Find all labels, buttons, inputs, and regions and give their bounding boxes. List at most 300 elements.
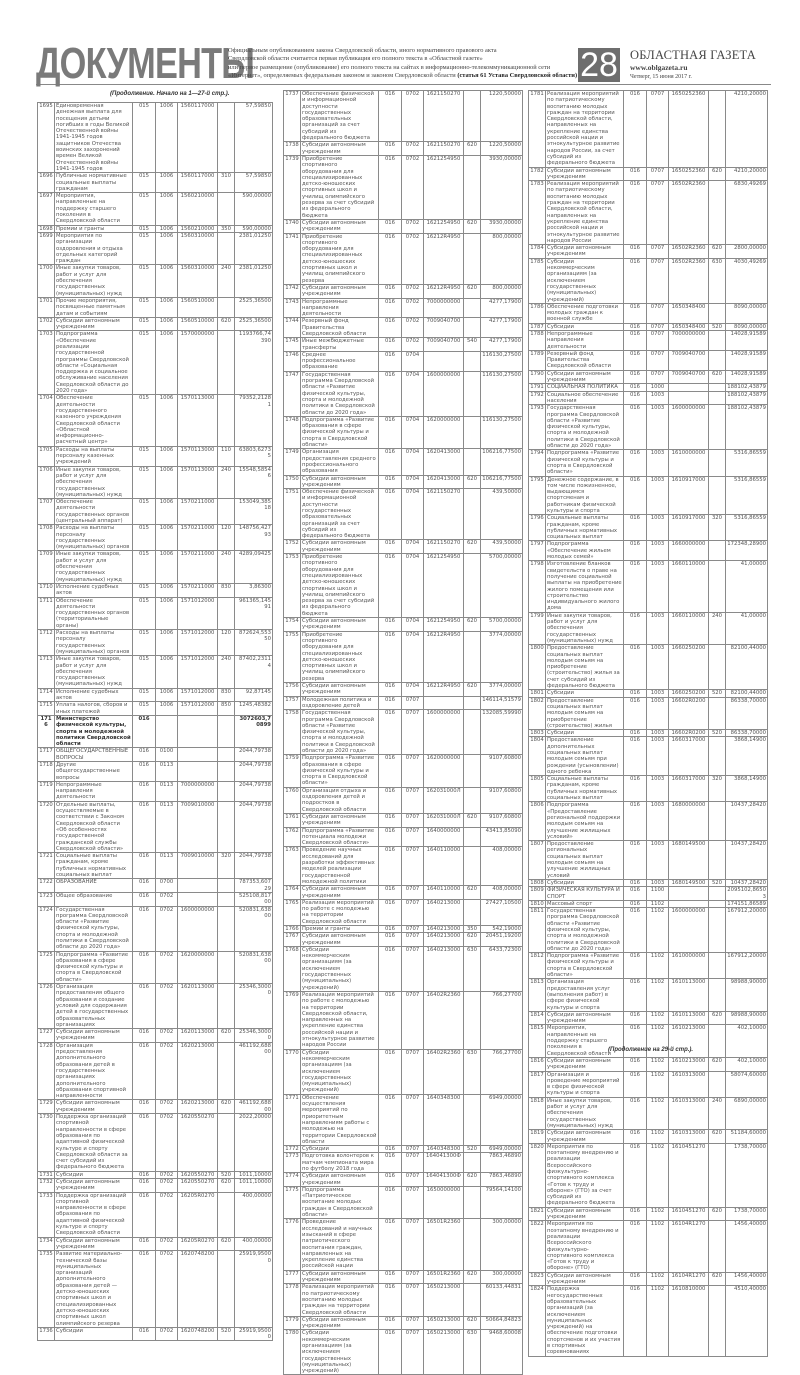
expense-type-code [464, 233, 481, 284]
section-code: 0113 [156, 853, 178, 879]
row-number: 1762 [284, 827, 301, 847]
ministry-code: 015 [133, 499, 156, 525]
section-code: 1102 [647, 1025, 669, 1057]
expense-type-code: 620 [709, 167, 726, 181]
row-number: 1769 [284, 991, 301, 1049]
expense-type-code: 240 [218, 551, 235, 583]
amount: 60133,44831 [481, 1284, 523, 1316]
row-name: Подпрограмма «Патриотическое воспитание молодых граждан в Свердловской области» [301, 1186, 379, 1218]
row-number: 1814 [529, 1011, 546, 1025]
expense-type-code [218, 331, 235, 395]
legal-line: Официальным опубликованием закона Свердловской области, иного нормативного правового акта [228, 47, 497, 54]
amount: 4277,17900 [481, 298, 523, 318]
table-row [284, 338, 523, 352]
table-row [38, 232, 273, 264]
section-code: 0702 [156, 892, 178, 906]
expense-type-code [709, 391, 726, 405]
ministry-code: 016 [379, 1173, 402, 1187]
amount: 3774,00000 [481, 683, 523, 697]
amount: 872624,55350 [235, 630, 273, 656]
section-code: 1003 [647, 541, 669, 561]
row-number: 1709 [38, 551, 55, 583]
amount: 9107,60800 [481, 787, 523, 813]
row-number: 1697 [38, 193, 55, 225]
amount: 50664,84823 [481, 1316, 523, 1330]
row-number: 1754 [284, 618, 301, 632]
table-row [38, 265, 273, 297]
expense-type-code [709, 303, 726, 323]
table-row [284, 371, 523, 416]
amount: 174151,86589 [727, 900, 766, 907]
ministry-code: 015 [133, 702, 156, 716]
expense-type-code [218, 597, 235, 629]
row-number: 1812 [529, 953, 546, 979]
table-row [284, 318, 523, 338]
table-row [529, 1011, 768, 1025]
row-number: 1712 [38, 630, 55, 656]
section-code: 1102 [647, 1130, 669, 1144]
amount: 6830,49269 [726, 181, 768, 245]
target-code: 1610113000 [669, 979, 709, 1011]
row-name: Субсидии автономным учреждениям [301, 540, 379, 554]
table-row [38, 951, 273, 983]
ministry-code: 016 [624, 879, 647, 886]
ministry-code: 016 [624, 1057, 647, 1071]
amount: 402,10000 [726, 1057, 768, 1071]
expense-type-code [709, 1025, 726, 1057]
row-name: Субсидии автономным учреждениям [546, 370, 624, 384]
row-number: 1700 [38, 265, 55, 297]
table-row [284, 1173, 523, 1187]
row-number: 1719 [38, 781, 55, 801]
table-row [529, 1130, 768, 1144]
expense-type-code [218, 801, 235, 852]
row-number: 1729 [38, 1100, 55, 1114]
newspaper-info [630, 48, 756, 82]
ministry-code: 015 [133, 173, 156, 193]
target-code: 1610213000 [669, 1025, 709, 1057]
row-name: Субсидии автономным учреждениям [55, 1178, 133, 1192]
row-name: Подпрограмма «Обеспечение реализации государственной программы Свердловской области «Социальная поддержка и социальное обслуживание населения Свердловской области до 2020 года» [55, 331, 133, 395]
row-name: Молодежная политика и оздоровление детей [301, 696, 379, 710]
target-code: 1660250200 [669, 690, 709, 697]
expense-type-code: 350 [464, 926, 481, 933]
ministry-code: 015 [133, 331, 156, 395]
row-number: 1695 [38, 103, 55, 173]
section-code: 1006 [156, 597, 178, 629]
section-code: 0702 [156, 1192, 178, 1237]
section-code: 1003 [647, 802, 669, 841]
ministry-code: 016 [379, 696, 402, 710]
table-row [38, 906, 273, 951]
amount: 520831,63800 [235, 951, 273, 983]
target-code: 1571012000 [178, 656, 218, 688]
row-number: 1711 [38, 597, 55, 629]
target-code: 1650213000 [424, 1284, 464, 1316]
expense-type-code [709, 908, 726, 953]
target-code: 1610451270 [669, 1143, 709, 1207]
row-name: Отдельные выплаты, осуществляемые в соответствии с Законом Свердловской области «Об особенностях государственной гражданской службы Свердловской области» [55, 801, 133, 852]
target-code: 1621150270 [424, 91, 464, 142]
website-link[interactable]: www.oblgazeta.ru [630, 63, 688, 72]
table-row [529, 802, 768, 841]
expense-type-code [709, 841, 726, 880]
section-code: 1100 [647, 887, 669, 901]
table-row [529, 515, 768, 541]
expense-type-code [464, 91, 481, 142]
amount: 3774,00000 [481, 631, 523, 682]
ministry-code: 016 [379, 618, 402, 632]
issue-date: Четверг, 15 июня 2017 г. [630, 74, 692, 80]
table-row [38, 1029, 273, 1043]
row-name: Непрограммные направления деятельности [301, 298, 379, 318]
row-name: Среднее профессиональное образование [301, 351, 379, 371]
target-code: 1560510000 [178, 297, 218, 317]
row-number: 1801 [530, 690, 544, 697]
table-row [284, 827, 523, 847]
expense-type-code: 520 [709, 879, 726, 886]
table-row [529, 1097, 768, 1129]
section-code: 0704 [402, 416, 424, 448]
table-row [284, 1153, 523, 1173]
amount: 7863,46890 [481, 1153, 523, 1173]
row-name: Субсидии некоммерческим организациям (за исключением государственных (муниципальных) учреждений) [301, 946, 379, 991]
expense-type-code: 620 [709, 1207, 726, 1221]
table-row [284, 475, 523, 489]
amount: 116130,27500 [481, 351, 523, 371]
row-number: 1765 [284, 899, 301, 925]
ministry-code: 016 [379, 1186, 402, 1218]
table-row [529, 370, 768, 384]
row-number: 1778 [284, 1284, 301, 1316]
table-row [38, 1237, 273, 1251]
section-code: 1006 [156, 103, 178, 173]
amount: 439,50000 [481, 540, 523, 554]
ministry-code: 016 [624, 645, 647, 690]
row-number: 1771 [284, 1094, 301, 1145]
target-code: 1570113000 [178, 466, 218, 498]
table-row [284, 1146, 523, 1153]
target-code: 7009040700 [669, 370, 709, 384]
row-number: 1718 [38, 761, 55, 781]
row-name: Субсидии автономным учреждениям [301, 284, 379, 298]
expense-type-code [218, 232, 235, 264]
expense-type-code [709, 561, 726, 612]
expense-type-code [464, 899, 481, 925]
table-row [38, 1042, 273, 1100]
section-code: 0707 [402, 813, 424, 827]
target-code [178, 892, 218, 906]
target-code: 1610000000 [669, 953, 709, 979]
amount: 2044,79738 [235, 781, 273, 801]
ministry-code: 016 [379, 416, 402, 448]
section-code: 0702 [156, 1100, 178, 1114]
section-code: 1006 [156, 583, 178, 597]
row-name: Мероприятия, направленные на поддержку старшего поколения в Свердловской области [55, 193, 133, 225]
target-code: 1650348400 [669, 303, 709, 323]
expense-type-code [709, 737, 726, 776]
row-name: Субсидии автономным учреждениям [55, 1100, 133, 1114]
target-code: 162031000Л [424, 787, 464, 813]
table-row [529, 323, 768, 330]
row-name: Иные закупки товаров, работ и услуг для обеспечения государственных (муниципальных) нужд [55, 551, 133, 583]
row-number: 1755 [284, 631, 301, 682]
expense-type-code [709, 1071, 726, 1097]
row-number: 1753 [284, 554, 301, 618]
section-code: 0707 [647, 323, 669, 330]
expense-type-code [709, 450, 726, 476]
row-number: 1797 [529, 541, 546, 561]
amount: 82100,44000 [726, 690, 768, 697]
amount: 5316,86559 [726, 450, 768, 476]
table-row [38, 317, 273, 331]
expense-type-code [464, 631, 481, 682]
amount: 4289,09425 [235, 551, 273, 583]
row-name: Организация и проведение мероприятий в сфере физической культуры и спорта [546, 1071, 624, 1097]
target-code: 1620213000 [178, 1100, 218, 1114]
row-name: Организация предоставления услуг (выполнения работ) в сфере физической культуры и спорта [546, 979, 624, 1011]
section-code: 0707 [647, 91, 669, 168]
row-name: Реализация мероприятий по работе с молодежью на территории Свердловской области [301, 899, 379, 925]
row-number: 1731 [39, 1171, 53, 1178]
amount: 4277,17900 [481, 338, 523, 352]
row-name: Субсидии автономным учреждениям [301, 1173, 379, 1187]
ministry-code: 016 [133, 1237, 156, 1251]
expense-type-code [464, 298, 481, 318]
row-number: 1809 [529, 887, 546, 901]
amount: 116130,27500 [481, 416, 523, 448]
row-name: Мероприятия по организации оздоровления и отдыха отдельных категорий граждан [55, 232, 133, 264]
expense-type-code [218, 193, 235, 225]
target-code: 1660110000 [669, 561, 709, 612]
ministry-code: 015 [133, 597, 156, 629]
expense-type-code: 630 [464, 946, 481, 991]
row-number: 1728 [38, 1042, 55, 1100]
row-name: Субсидии [301, 1146, 379, 1153]
amount: 8090,00000 [726, 303, 768, 323]
expense-type-code: 240 [218, 265, 235, 297]
row-number: 1702 [38, 317, 55, 331]
row-name: Субсидии автономным учреждениям [301, 219, 379, 233]
section-code: 0702 [402, 298, 424, 318]
row-number: 1735 [38, 1251, 55, 1328]
ministry-code: 016 [133, 906, 156, 951]
section-code: 0702 [156, 1029, 178, 1043]
amount: 1011,10000 [235, 1171, 273, 1178]
section-code: 1003 [647, 697, 669, 729]
ministry-code: 016 [379, 1284, 402, 1316]
row-number: 1710 [38, 583, 55, 597]
row-name: Субсидии автономным учреждениям [546, 167, 624, 181]
amount: 402,10000 [726, 1025, 768, 1057]
amount: 1245,48382 [235, 702, 273, 716]
target-code: 1620748200 [178, 1251, 218, 1328]
row-number: 1782 [529, 167, 546, 181]
amount: 132085,59990 [481, 710, 523, 755]
table-row [284, 284, 523, 298]
row-name: Подпрограмма «Обеспечение жильем молодых семей» [546, 541, 624, 561]
target-code: 1640213000 [424, 933, 464, 947]
target-code: 1610917000 [669, 476, 709, 515]
amount: 1220,50000 [481, 91, 523, 142]
target-code: 1660317000 [669, 737, 709, 776]
section-code: 0707 [647, 245, 669, 259]
section-code: 1102 [647, 1143, 669, 1207]
section-code: 1003 [647, 730, 669, 737]
row-number: 1743 [284, 298, 301, 318]
target-code: 1610113000 [669, 1011, 709, 1025]
expense-type-code [709, 900, 726, 907]
expense-type-code: 830 [218, 688, 235, 702]
target-code: 7000000000 [178, 781, 218, 801]
target-code: 1560310000 [178, 265, 218, 297]
ministry-code: 016 [624, 561, 647, 612]
row-name: Субсидии [546, 690, 624, 697]
expense-type-code: 320 [709, 776, 726, 802]
row-name: Публичные нормативные социальные выплаты гражданам [55, 173, 133, 193]
target-code: 1620550270 [178, 1178, 218, 1192]
section-code: 1006 [156, 499, 178, 525]
amount: 400,00000 [235, 1237, 273, 1251]
amount: 188102,43879 [726, 391, 768, 405]
section-code: 1006 [156, 525, 178, 551]
ministry-code: 016 [379, 1330, 402, 1375]
expense-type-code: 620 [464, 219, 481, 233]
table-row [284, 449, 523, 475]
section-code: 1102 [647, 908, 669, 953]
ministry-code: 016 [379, 475, 402, 489]
expense-type-code [218, 951, 235, 983]
target-code: 7009010000 [178, 853, 218, 879]
row-number: 1748 [284, 416, 301, 448]
expense-type-code [218, 879, 235, 893]
row-number: 1821 [529, 1207, 546, 1221]
table-row [529, 245, 768, 259]
table-row [529, 1207, 768, 1221]
expense-type-code [709, 802, 726, 841]
table-row [284, 1049, 523, 1094]
ministry-code: 016 [133, 1171, 156, 1178]
expense-type-code: 620 [464, 1316, 481, 1330]
section-code [156, 715, 178, 747]
amount: 520831,63800 [235, 906, 273, 951]
ministry-code: 016 [624, 1143, 647, 1207]
section-code: 0700 [156, 879, 178, 893]
row-name: Изготовление бланков свидетельств о праве на получение социальной выплаты на приобретение жилого помещения или строительство индивидуального жилого дома [547, 561, 622, 612]
ministry-code: 015 [133, 446, 156, 466]
table-row [38, 1251, 273, 1328]
row-number: 1795 [529, 476, 546, 515]
target-code: 1621254950 [424, 219, 464, 233]
expense-type-code: 620 [464, 475, 481, 489]
expense-type-code: 830 [218, 583, 235, 597]
row-number: 1720 [38, 801, 55, 852]
expense-type-code [464, 489, 481, 540]
ministry-code: 016 [379, 371, 402, 416]
ministry-code: 015 [133, 317, 156, 331]
section-code: 1003 [647, 690, 669, 697]
table-row [38, 853, 273, 879]
row-name: Субсидии [55, 1327, 133, 1341]
amount: 2800,00000 [726, 245, 768, 259]
section-code: 1102 [647, 1071, 669, 1097]
row-name: Другие общегосударственные вопросы [55, 761, 133, 781]
row-name: Мероприятия по поэтапному внедрению и реализации Всероссийского физкультурно-спортивного комплекса «Готов к труду и обороне» (ГТО) за счет субсидий из федерального бюджета [546, 1143, 624, 1207]
amount: 25919,95000 [235, 1251, 273, 1328]
target-code: 16501R2360 [424, 1270, 464, 1284]
masthead [36, 39, 771, 88]
row-name: Приобретение спортивного оборудования для специализированных детско-юношеских спортивных школ и училищ олимпийского резерва за счет субсидий из федерального бюджета [301, 155, 379, 219]
ministry-code: 016 [624, 370, 647, 384]
table-row [284, 91, 523, 142]
ministry-code: 016 [133, 1042, 156, 1100]
expense-type-code [464, 554, 481, 618]
table-row [529, 737, 768, 776]
table-row [529, 1057, 768, 1071]
row-number: 1716 [38, 715, 55, 747]
row-number: 1767 [284, 933, 301, 947]
row-name: Единовременная денежная выплата для посещения детьми погибших в годы Великой Отечественной войны 1941-1945 годов защитников Отечества воинских захоронений времен Великой Отечественной войны 1941-1945 годов [55, 103, 133, 173]
amount: 3930,00000 [481, 155, 523, 219]
expense-type-code: 520 [464, 1146, 481, 1153]
table-row [38, 551, 273, 583]
table-row [38, 748, 273, 762]
ministry-code: 016 [624, 776, 647, 802]
expense-type-code [218, 395, 235, 446]
amount: 188102,43879 [726, 405, 768, 450]
section-code: 1006 [156, 630, 178, 656]
target-code: 1560510000 [178, 317, 218, 331]
row-name: Субсидии автономным учреждениям [301, 1270, 379, 1284]
expense-type-code [709, 476, 726, 515]
target-code: 1680149500 [669, 879, 709, 886]
amount: 2381,01250 [235, 232, 273, 264]
amount: 15548,58546 [235, 466, 273, 498]
target-code: 7009040700 [424, 318, 464, 338]
expense-type-code: 620 [709, 370, 726, 384]
row-number: 1777 [284, 1270, 301, 1284]
table-row [284, 233, 523, 284]
row-number: 1722 [38, 879, 55, 893]
table-row [38, 446, 273, 466]
target-code [178, 748, 218, 762]
target-code: 1621150270 [424, 489, 464, 540]
table-row [284, 755, 523, 787]
row-name: Субсидии автономным учреждениям [301, 933, 379, 947]
expense-type-code [464, 1094, 481, 1145]
section-code: 0704 [402, 554, 424, 618]
section-code: 0707 [402, 696, 424, 710]
section-code: 0702 [402, 318, 424, 338]
row-name: Резервный фонд Правительства Свердловской области [546, 350, 624, 370]
ministry-code: 016 [624, 1207, 647, 1221]
row-name: Субсидии некоммерческим организациям (за исключением государственных (муниципальных) учреждений) [546, 258, 624, 303]
amount: 79352,21281 [235, 395, 273, 446]
amount: 590,00000 [235, 193, 273, 225]
ministry-code: 015 [133, 630, 156, 656]
target-code: 1621254950 [424, 554, 464, 618]
row-number: 1816 [529, 1057, 546, 1071]
row-number: 1706 [38, 466, 55, 498]
table-row [284, 1270, 523, 1284]
table-row [38, 761, 273, 781]
row-number: 1775 [284, 1186, 301, 1218]
target-code: 1600000000 [178, 906, 218, 951]
ministry-code: 016 [379, 338, 402, 352]
table-row [38, 984, 273, 1029]
section-code: 0707 [402, 1186, 424, 1218]
row-number: 1696 [38, 173, 55, 193]
